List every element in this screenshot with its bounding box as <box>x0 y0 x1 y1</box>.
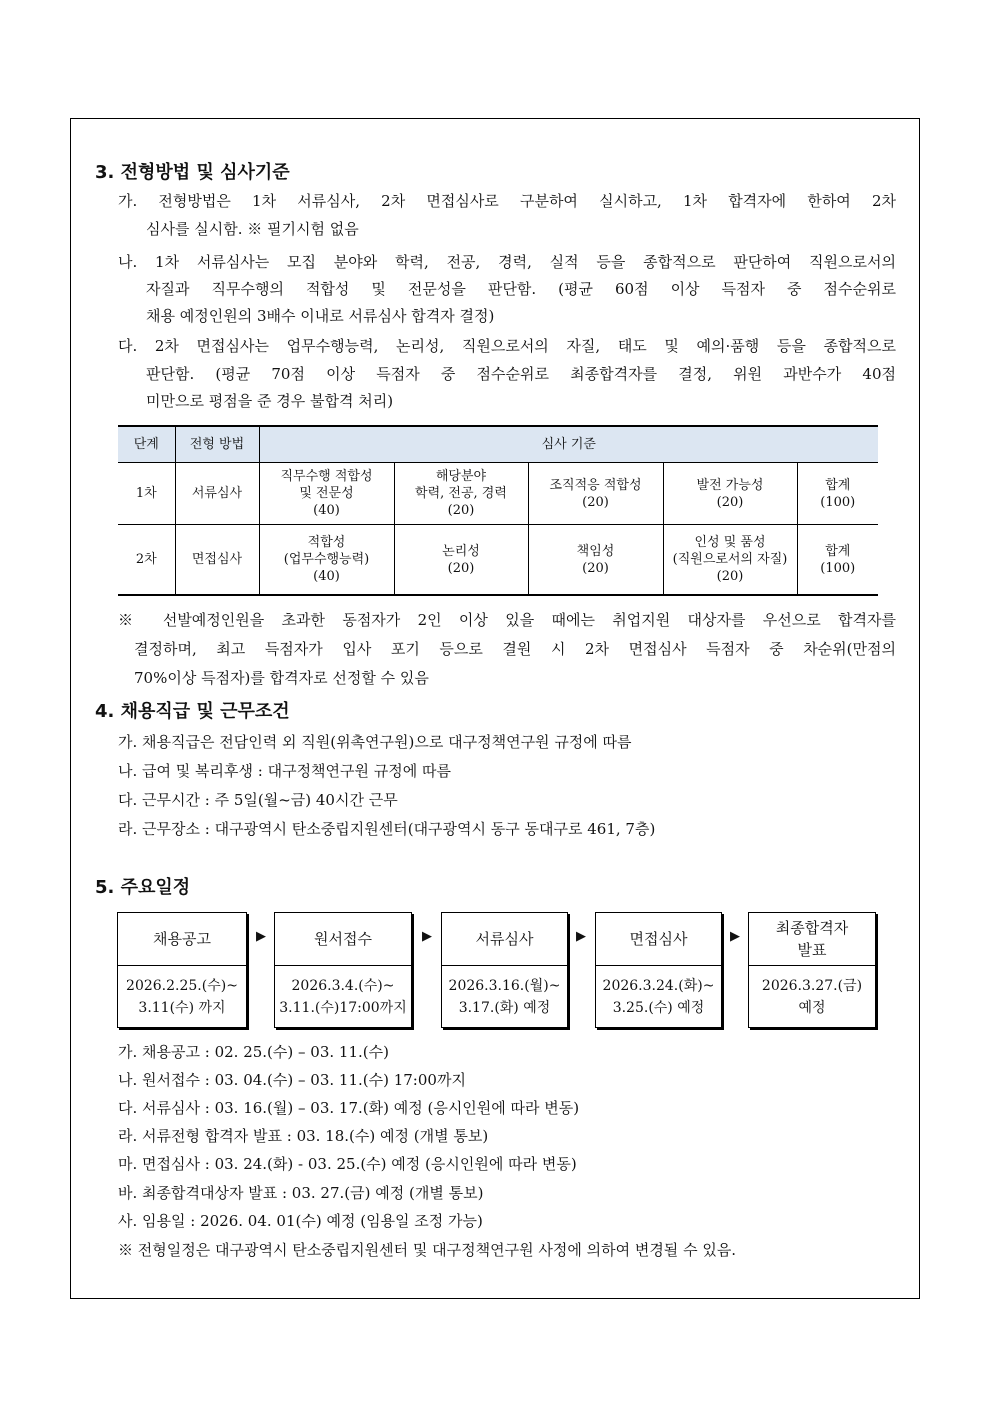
section3-item-ga-line2: 심사를 실시함. ※ 필기시험 없음 <box>146 220 359 238</box>
criteria-table <box>118 425 878 596</box>
header-method: 전형 방법 <box>175 426 259 463</box>
section5-item: 사. 임용일 : 2026. 04. 01(수) 예정 (임용일 조정 가능) <box>118 1212 483 1230</box>
section5-item: 나. 원서접수 : 03. 04.(수) – 03. 11.(수) 17:00까지 <box>118 1071 466 1089</box>
section4-item-ra: 라. 근무장소 : 대구광역시 탄소중립지원센터(대구광역시 동구 동대구로 461, 7층) <box>118 820 656 838</box>
cell-criteria: 책임성 (20) <box>528 525 663 596</box>
section5-item: 마. 면접심사 : 03. 24.(화) - 03. 25.(수) 예정 (응시인원에 따라 변동) <box>118 1155 577 1173</box>
table-header-row <box>118 426 878 463</box>
cell-criteria: 조직적응 적합성 (20) <box>528 463 663 525</box>
section3-item-na-line3: 채용 예정인원의 3배수 이내로 서류심사 합격자 결정) <box>146 307 495 325</box>
schedule-step-date: 2026.3.4.(수)~ 3.11.(수)17:00까지 <box>279 978 407 1016</box>
section3-note-line2: 결정하며, 최고 득점자가 입사 포기 등으로 결원 시 2차 면접심사 득점자 중 차순위(만점의 <box>134 640 896 658</box>
cell-total: 합계 (100) <box>797 463 878 525</box>
section4-item-ga: 가. 채용직급은 전담인력 외 직원(위촉연구원)으로 대구정책연구원 규정에 따름 <box>118 733 632 751</box>
section3-item-da-line1: 다. 2차 면접심사는 업무수행능력, 논리성, 직원으로서의 자질, 태도 및 예의·품행 등을 종합적으로 <box>118 337 896 355</box>
cell-method: 면접심사 <box>175 525 259 596</box>
cell-criteria: 직무수행 적합성 및 전문성 (40) <box>259 463 394 525</box>
section4-item-da: 다. 근무시간 : 주 5일(월~금) 40시간 근무 <box>118 791 398 809</box>
table-row <box>118 463 878 525</box>
schedule-step <box>274 912 412 1028</box>
schedule-step-date: 2026.3.24.(화)~ 3.25.(수) 예정 <box>602 978 715 1016</box>
arrow-right-icon: ▶ <box>256 929 266 944</box>
schedule-step-name: 최종합격자 발표 <box>749 913 875 966</box>
section5-item: 다. 서류심사 : 03. 16.(월) – 03. 17.(화) 예정 (응시인원에 따라 변동) <box>118 1099 580 1117</box>
section5-note: ※ 전형일정은 대구광역시 탄소중립지원센터 및 대구정책연구원 사정에 의하여 변경될 수 있음. <box>118 1241 737 1259</box>
cell-criteria: 발전 가능성 (20) <box>663 463 797 525</box>
schedule-step <box>595 912 722 1028</box>
schedule-step-date: 2026.2.25.(수)~ 3.11(수) 까지 <box>126 978 238 1016</box>
schedule-step <box>117 912 247 1028</box>
schedule-step-name: 서류심사 <box>442 913 567 966</box>
table-row <box>118 525 878 596</box>
section3-note-line3: 70%이상 득점자)를 합격자로 선정할 수 있음 <box>134 669 429 687</box>
schedule-step-date: 2026.3.27.(금) 예정 <box>761 978 863 1016</box>
section5-item: 라. 서류전형 합격자 발표 : 03. 18.(수) 예정 (개별 통보) <box>118 1127 489 1145</box>
cell-criteria: 논리성 (20) <box>394 525 528 596</box>
arrow-right-icon: ▶ <box>422 929 432 944</box>
cell-criteria: 인성 및 품성 (직원으로서의 자질) (20) <box>663 525 797 596</box>
section4-item-na: 나. 급여 및 복리후생 : 대구정책연구원 규정에 따름 <box>118 762 452 780</box>
cell-total: 합계 (100) <box>797 525 878 596</box>
schedule-step-name: 채용공고 <box>118 913 246 966</box>
section5-item: 가. 채용공고 : 02. 25.(수) – 03. 11.(수) <box>118 1043 389 1061</box>
schedule-step-name: 원서접수 <box>275 913 411 966</box>
arrow-right-icon: ▶ <box>730 929 740 944</box>
section3-item-ga-line1: 가. 전형방법은 1차 서류심사, 2차 면접심사로 구분하여 실시하고, 1차 합격자에 한하여 2차 <box>118 192 896 210</box>
cell-criteria: 해당분야 학력, 전공, 경력 (20) <box>394 463 528 525</box>
section3-item-na-line2: 자질과 직무수행의 적합성 및 전문성을 판단함. (평균 60점 이상 득점자 중 점수순위로 <box>146 280 896 298</box>
schedule-step <box>441 912 568 1028</box>
cell-stage: 1차 <box>118 463 175 525</box>
section3-note-line1: ※ 선발예정인원을 초과한 동점자가 2인 이상 있을 때에는 취업지원 대상자를 우선으로 합격자를 <box>118 611 896 629</box>
cell-method: 서류심사 <box>175 463 259 525</box>
schedule-step-date: 2026.3.16.(월)~ 3.17.(화) 예정 <box>448 978 561 1016</box>
section3-item-da-line2: 판단함. (평균 70점 이상 득점자 중 점수순위로 최종합격자를 결정, 위원 과반수가 40점 <box>146 365 896 383</box>
section3-item-da-line3: 미만으로 평점을 준 경우 불합격 처리) <box>146 392 394 410</box>
section3-title: 3. 전형방법 및 심사기준 <box>95 162 290 183</box>
schedule-step <box>748 912 876 1028</box>
arrow-right-icon: ▶ <box>576 929 586 944</box>
section4-title: 4. 채용직급 및 근무조건 <box>95 701 290 722</box>
schedule-step-name: 면접심사 <box>596 913 721 966</box>
cell-criteria: 적합성 (업무수행능력) (40) <box>259 525 394 596</box>
cell-stage: 2차 <box>118 525 175 596</box>
header-stage: 단계 <box>118 426 175 463</box>
header-criteria: 심사 기준 <box>259 426 878 463</box>
section5-title: 5. 주요일정 <box>95 877 191 898</box>
section3-item-na-line1: 나. 1차 서류심사는 모집 분야와 학력, 전공, 경력, 실적 등을 종합적으로 판단하여 직원으로서의 <box>118 253 896 271</box>
section5-item: 바. 최종합격대상자 발표 : 03. 27.(금) 예정 (개별 통보) <box>118 1184 484 1202</box>
